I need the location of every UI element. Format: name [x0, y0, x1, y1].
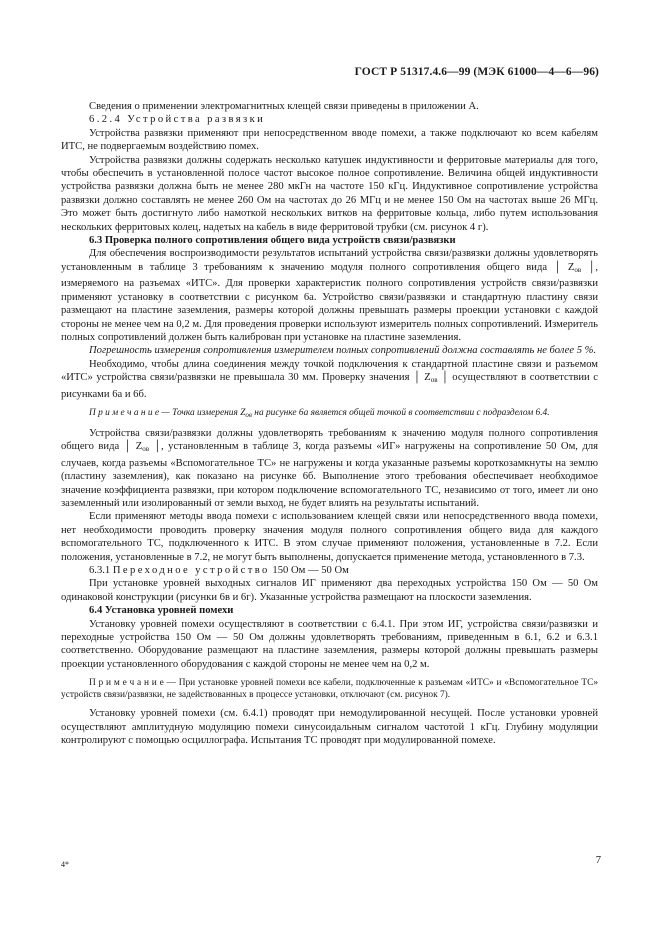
text-run: │, измеряемого на разъемах «ИТС». Для проверки характеристик полного сопротивления устройств связи/развязки применяют установку в соответствии с рисунком 6а. Устройство связи/развязки и стандартную пластину связи размещают на пластине заземления, размеры которой должны превышать размеры проекции установки с каждой стороны не менее чем на 0,2 м. Для проведения проверки используют измеритель полных сопротивлений. Измеритель полных сопротивлений должен быть калиброван при установке на пластине заземления.: [61, 261, 598, 343]
section-heading-6-4: 6.4 Установка уровней помехи: [89, 605, 234, 617]
section-heading-6-3: 6.3 Проверка полного сопротивления общего вида устройств связи/развязки: [89, 235, 456, 247]
subscript: ов: [245, 410, 252, 419]
footer-mark: 4*: [61, 860, 69, 869]
note-label: П р и м е ч а н и е: [89, 678, 164, 689]
note: [61, 677, 598, 701]
paragraph: Устройства развязки применяют при непосредственном вводе помехи, а также подключают ко всем кабелям ИТС, не подвергаемым воздействию помех.: [61, 127, 598, 153]
paragraph: Установку уровней помехи (см. 6.4.1) проводят при немодулированной несущей. После установки уровней осуществляют амплитудную модуляцию помехи синусоидальным сигналом частотой 1 кГц. Глубину модуляции контролируют с помощью осциллографа. Испытания ТС проводят при модулированной помехе.: [61, 708, 598, 747]
paragraph-italic: Погрешность измерения сопротивления измерителем полных сопротивлений должна составлять не более 5 %.: [89, 345, 597, 357]
section-heading-text: 6.2.4 Устройства развязки: [89, 114, 266, 126]
section-heading-6-3-1: [61, 564, 598, 577]
paragraph: Установку уровней помехи осуществляют в соответствии с 6.4.1. При этом ИГ, устройства связи/развязки и переходные устройства 150 Ом — 50 Ом должны удовлетворять требованиям, приведенным в 6.1, 6.2 и 6.3.1 соответственно. Оборудование размещают на пластине заземления, размеры которой должны превышать размеры проекции установленного оборудования с каждой стороны не менее чем на 0,2 м.: [61, 618, 598, 670]
text-run: │, установленным в таблице 3, когда разъемы «ИГ» нагружены на сопротивление 50 Ом, для случаев, когда разъемы «Вспомогательное ТС» не нагружены и когда указанные разъемы короткозамкнуты на землю (пластину заземления), как показано на рисунке 6б. Выполнение этого требования обеспечивает необходимое значение коэффициента развязки, при котором подключение вспомогательного ТС, независимо от того, имеет ли оно заземленный или изолированный от земли выход, не будет влиять на результаты испытаний.: [61, 441, 598, 509]
text-run: на рисунке 6а является общей точкой в соответствии с подразделом 6.4.: [251, 407, 550, 418]
paragraph: [61, 247, 598, 344]
text-run: Переходное устройство: [112, 565, 270, 576]
note: [61, 407, 598, 421]
section-heading-6-2-4: [61, 113, 598, 126]
text-run: Необходимо, чтобы длина соединения между точкой подключения к стандартной пластине связи и разъемом «ИТС» устройства связи/развязки не превышала 30 мм. Проверку значения │ Z: [61, 358, 598, 384]
paragraph: Сведения о применении электромагнитных клещей связи приведены в приложении А.: [89, 101, 479, 112]
document-body: [61, 100, 598, 747]
text-run: — Точка измерения Z: [159, 407, 246, 418]
paragraph: [61, 427, 598, 510]
paragraph: Устройства развязки должны содержать несколько катушек индуктивности и ферритовые материалы для того, чтобы обеспечить в установленной полосе частот высокое полное сопротивление. Величина общей индуктивности устройства развязки должна быть не менее 280 мкГн на частоте 150 кГц. Индуктивное сопротивление устройства развязки должно составлять не менее 260 Ом на частотах до 26 МГц и не менее 150 Ом на частотах выше 26 МГц. Это может быть достигнуто либо намоткой нескольких витков на ферритовые кольца, либо путем использования нескольких ферритовых колец, надетых на кабель в виде ферритовой трубки (см. рисунок 4 г).: [61, 154, 598, 233]
text-run: Для обеспечения воспроизводимости результатов испытаний устройства связи/развязки должны удовлетворять установленным в таблице 3 требованиям к значению модуля полного сопротивления общего вида │ Z: [61, 248, 598, 273]
paragraph: При установке уровней выходных сигналов ИГ применяют два переходных устройства 150 Ом — 50 Ом одинаковой конструкции (рисунки 6в и 6г). Указанные устройства размещают на плоскости заземления.: [61, 578, 598, 603]
text-run: 150 Ом — 50 Ом: [269, 565, 349, 576]
subscript: ов: [430, 376, 438, 385]
text-run: │ осуществляют в соответствии с рисунками 6а и 6б.: [61, 372, 598, 400]
subscript: ов: [142, 445, 149, 454]
paragraph: [61, 358, 598, 401]
subscript: ов: [574, 265, 582, 274]
text-run: — При установке уровней помехи все кабели, подключенные к разъемам «ИТС» и «Вспомогательное ТС» устройств связи/развязки, не задействованных в процессе установки, отключают (см. рисунок 7).: [61, 678, 599, 701]
document-header: ГОСТ Р 51317.4.6—99 (МЭК 61000—4—6—96): [354, 66, 599, 78]
paragraph: Если применяют методы ввода помехи с использованием клещей связи или непосредственного ввода помехи, нет необходимости проводить проверку значения модуля полного сопротивления общего вида для каждого вспомогательного ТС, подключенного к ИТС. В этом случае применяют положения, установленные в 7.2. Если положения, установленные в 7.2, не могут быть выполнены, допускается применение метода, установленного в 7.3.: [61, 511, 598, 563]
text-run: 6.3.1: [89, 565, 113, 576]
text-run: Устройства связи/развязки должны удовлетворять требованиям к значению модуля полного сопротивления общего вида │ Z: [61, 427, 598, 453]
page-number: 7: [595, 855, 601, 866]
note-label: П р и м е ч а н и е: [89, 407, 160, 418]
